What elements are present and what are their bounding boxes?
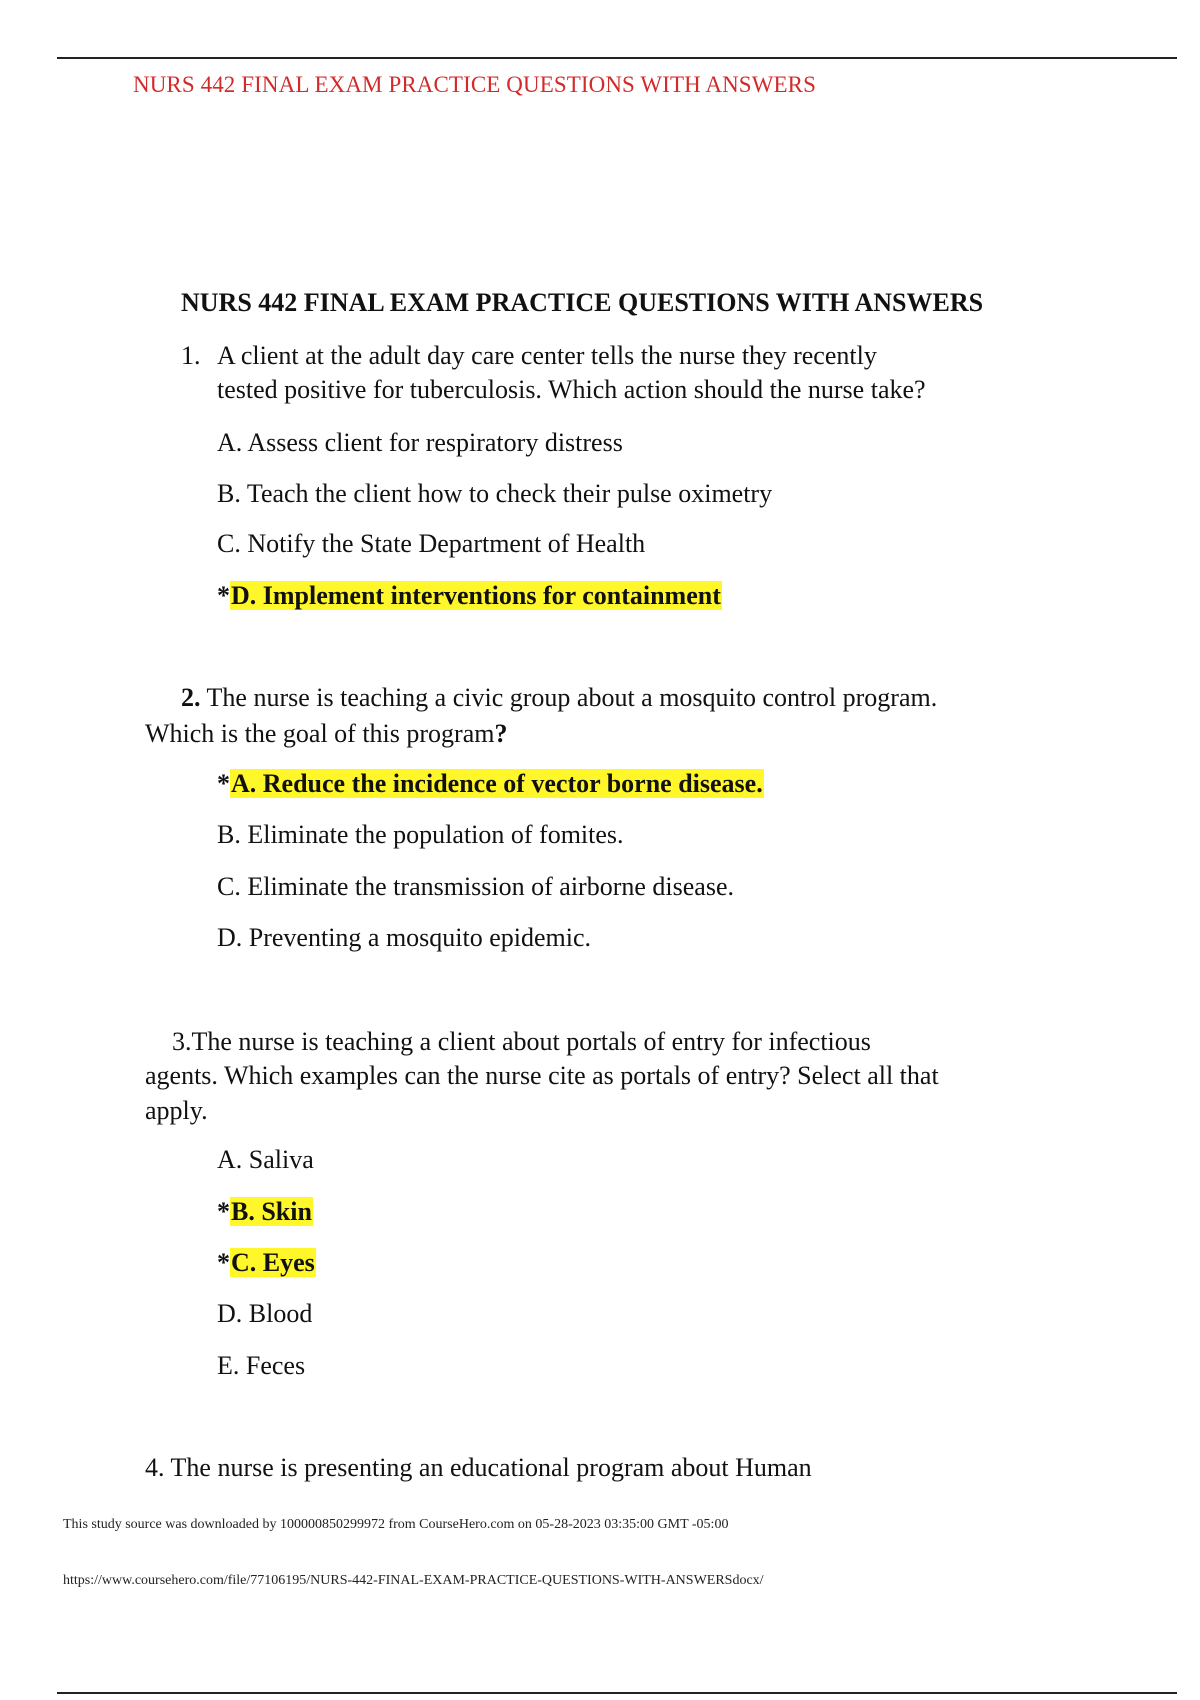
question-2-number: 2.	[181, 683, 201, 712]
correct-answer-marker: *	[217, 769, 230, 798]
question-2-option-c: C. Eliminate the transmission of airborne disease.	[217, 872, 734, 901]
question-2-line-1-body: The nurse is teaching a civic group about a mosquito control program.	[206, 683, 938, 712]
question-2-line-2-body: Which is the goal of this program	[145, 719, 495, 748]
page-header-title: NURS 442 FINAL EXAM PRACTICE QUESTIONS WITH ANSWERS	[133, 72, 816, 97]
question-1-text-line-2: tested positive for tuberculosis. Which action should the nurse take?	[217, 375, 926, 404]
question-2-option-d: D. Preventing a mosquito epidemic.	[217, 923, 592, 952]
download-note: This study source was downloaded by 100000850299972 from CourseHero.com on 05-28-2023 03:35:00 GMT -05:00	[63, 1517, 729, 1532]
question-3-text-line-2: agents. Which examples can the nurse cite as portals of entry? Select all that	[145, 1061, 939, 1090]
question-3-option-a: A. Saliva	[217, 1145, 314, 1174]
correct-answer-marker: *	[217, 1248, 230, 1277]
top-rule	[57, 57, 1177, 59]
question-1-option-d	[217, 579, 722, 613]
source-url[interactable]: https://www.coursehero.com/file/77106195/NURS-442-FINAL-EXAM-PRACTICE-QUESTIONS-WITH-ANSWERSdocx/	[63, 1573, 764, 1588]
question-1-number: 1.	[181, 341, 201, 370]
question-2-option-a	[217, 767, 764, 801]
question-3-text-line-1: 3.The nurse is teaching a client about portals of entry for infectious	[172, 1027, 871, 1056]
correct-answer-highlight: C. Eyes	[231, 1248, 315, 1277]
correct-answer-highlight: B. Skin	[231, 1197, 312, 1226]
question-1-option-a: A. Assess client for respiratory distress	[217, 428, 623, 457]
question-1-text-line-1: A client at the adult day care center tells the nurse they recently	[217, 341, 877, 370]
bottom-rule	[57, 1692, 1177, 1694]
correct-answer-highlight: A. Reduce the incidence of vector borne disease.	[231, 769, 763, 798]
question-3-option-d: D. Blood	[217, 1299, 313, 1328]
question-3-text-line-3: apply.	[145, 1096, 208, 1125]
question-3-option-c	[217, 1246, 316, 1280]
document-title: NURS 442 FINAL EXAM PRACTICE QUESTIONS WITH ANSWERS	[181, 288, 984, 317]
question-3-option-b	[217, 1195, 313, 1229]
question-1-option-b: B. Teach the client how to check their pulse oximetry	[217, 479, 773, 508]
question-2-option-b: B. Eliminate the population of fomites.	[217, 820, 624, 849]
correct-answer-marker: *	[217, 1197, 230, 1226]
correct-answer-marker: *	[217, 581, 230, 610]
question-2-text-line-1	[181, 681, 937, 715]
question-3-option-e: E. Feces	[217, 1351, 306, 1380]
question-2-text-line-2	[145, 717, 507, 751]
question-2-question-mark: ?	[494, 719, 508, 748]
question-4-text-line-1: 4. The nurse is presenting an educational program about Human	[145, 1453, 812, 1482]
question-1-option-c: C. Notify the State Department of Health	[217, 529, 646, 558]
correct-answer-highlight: D. Implement interventions for containment	[231, 581, 721, 610]
